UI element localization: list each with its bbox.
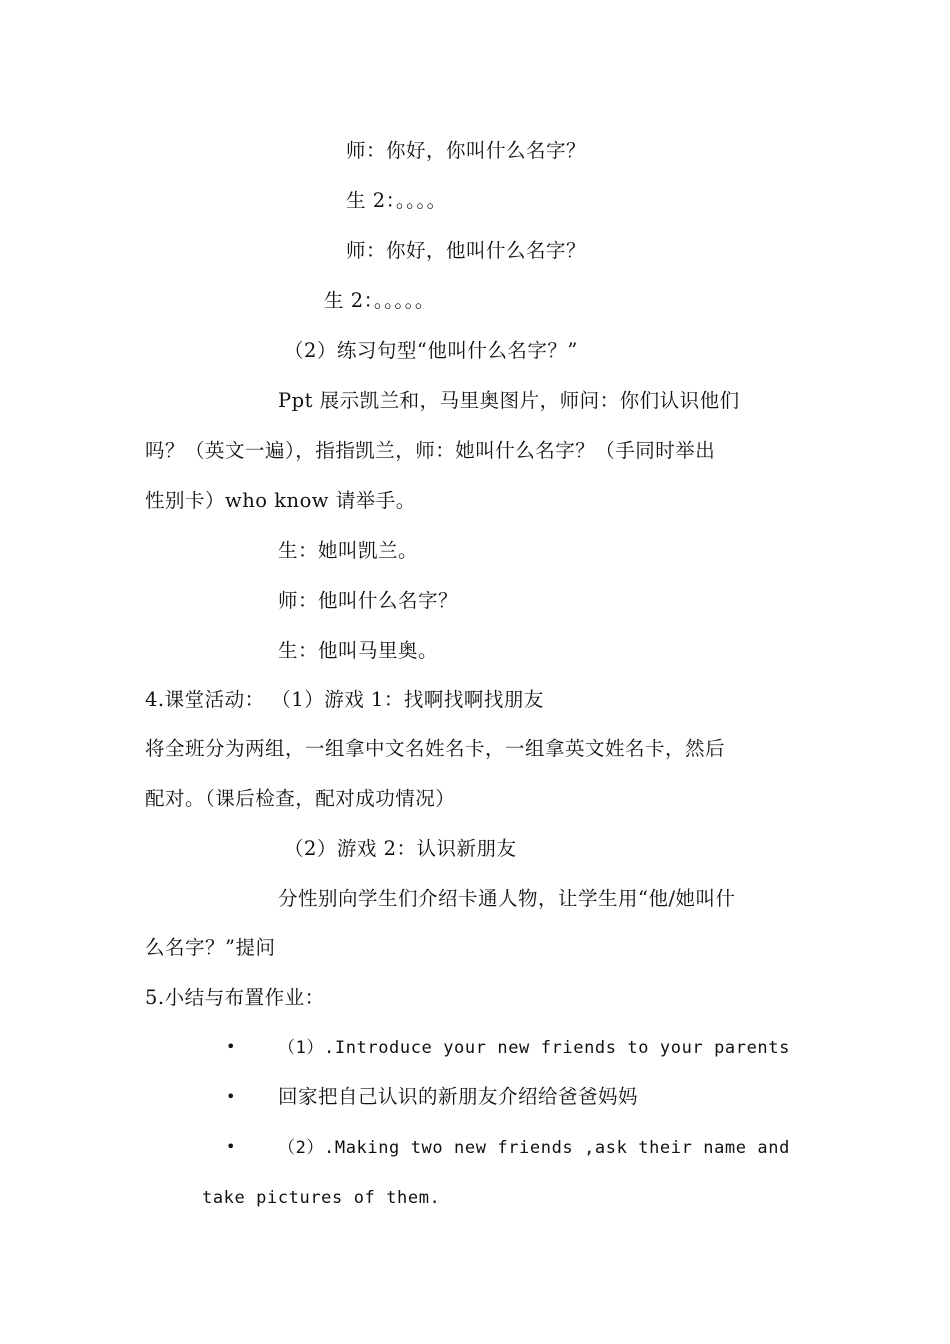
practice-teacher-line: 师：他叫什么名字？: [278, 589, 459, 612]
dialogue-teacher-line-1: 师：你好，你叫什么名字？: [346, 139, 587, 162]
section-4-paragraph-line-2: 配对。（课后检查，配对成功情况）: [145, 787, 456, 810]
practice-heading: （2）练习句型“他叫什么名字？”: [284, 339, 578, 362]
section-4-paragraph-line-1: 将全班分为两组，一组拿中文名姓名卡，一组拿英文姓名卡，然后: [145, 737, 726, 760]
practice-student-line-1: 生：她叫凯兰。: [278, 539, 419, 562]
practice-paragraph-line-1: Ppt 展示凯兰和，马里奥图片，师问：你们认识他们: [278, 389, 740, 412]
homework-item-2-continuation: take pictures of them.: [202, 1188, 441, 1208]
practice-student-line-2: 生：他叫马里奥。: [278, 639, 439, 662]
practice-paragraph-line-3: 性别卡）who know 请举手。: [145, 489, 416, 512]
section-4-heading: 4.课堂活动： （1）游戏 1：找啊找啊找朋友: [145, 688, 544, 711]
homework-item-1: （1）.Introduce your new friends to your parents: [278, 1038, 790, 1058]
homework-item-1-translation: 回家把自己认识的新朋友介绍给爸爸妈妈: [278, 1085, 639, 1108]
dialogue-student-line-1: 生 2：。。。。: [346, 189, 447, 212]
practice-paragraph-line-2: 吗？（英文一遍），指指凯兰，师：她叫什么名字？（手同时举出: [145, 439, 716, 462]
dialogue-teacher-line-2: 师：你好，他叫什么名字？: [346, 239, 587, 262]
bullet-icon: •: [226, 1087, 236, 1106]
bullet-icon: •: [226, 1037, 236, 1056]
dialogue-student-line-2: 生 2：。。。。。: [324, 289, 435, 312]
game-2-heading: （2）游戏 2：认识新朋友: [284, 837, 517, 860]
section-5-heading: 5.小结与布置作业：: [145, 986, 325, 1009]
game-2-paragraph-line-2: 么名字？”提问: [145, 936, 276, 959]
homework-item-2: （2）.Making two new friends ,ask their name and: [278, 1138, 790, 1158]
game-2-paragraph-line-1: 分性别向学生们介绍卡通人物，让学生用“他/她叫什: [278, 887, 736, 910]
bullet-icon: •: [226, 1137, 236, 1156]
